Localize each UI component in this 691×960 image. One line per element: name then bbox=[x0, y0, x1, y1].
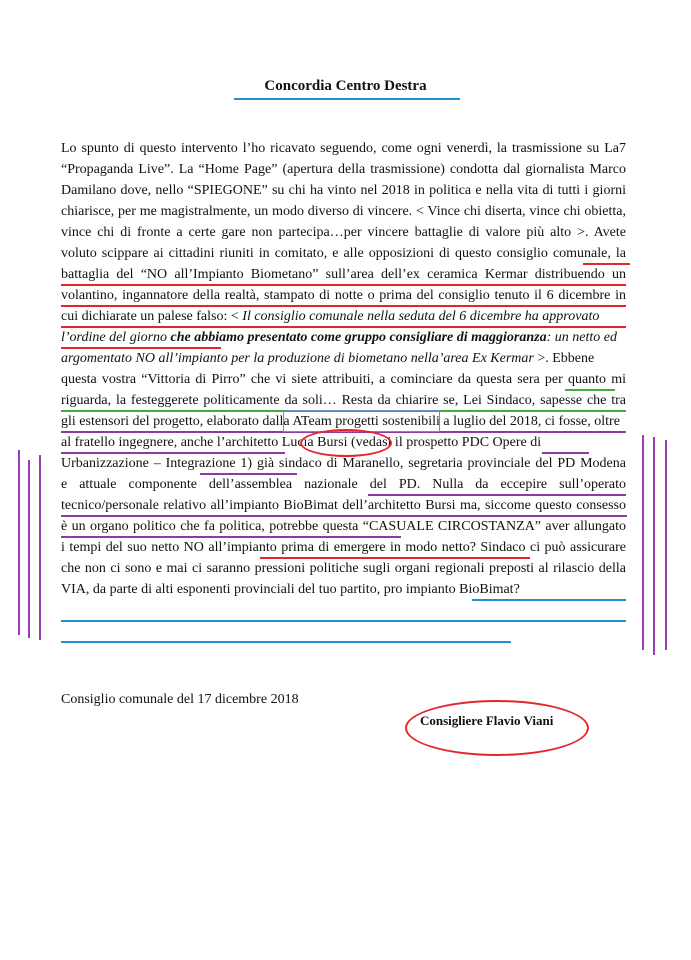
purple-underline bbox=[61, 536, 401, 538]
body-line: e attuale componente dell’assemblea nazionale del PD. Nulla da eccepire sull’operato bbox=[61, 477, 626, 492]
body-line: voluto scippare ai cittadini riuniti in comitato, e alle opposizioni di questo consiglio comunale, la bbox=[61, 246, 626, 261]
quoted-text: Il consiglio comunale nella seduta del 6 dicembre ha approvato bbox=[242, 309, 600, 324]
title-underline bbox=[234, 98, 460, 100]
body-line: i tempi del suo netto NO all’impianto prima di emergere in modo netto? Sindaco ci può assicurare bbox=[61, 540, 626, 555]
body-line bbox=[61, 350, 594, 368]
document-title: Concordia Centro Destra bbox=[264, 78, 427, 94]
body-line: è un organo politico che fa politica, potrebbe questa “CASUALE CIRCOSTANZA” aver allungato bbox=[61, 519, 626, 534]
body-line: volantino, ingannatore della realtà, stampato di notte o prima del consiglio tenuto il 6 dicembre in bbox=[61, 288, 626, 303]
purple-underline bbox=[542, 452, 589, 454]
body-line: Urbanizzazione – Integrazione 1) già sindaco di Maranello, segretaria provinciale del PD Modena bbox=[61, 456, 626, 471]
signature: Consigliere Flavio Viani bbox=[420, 713, 554, 728]
right-margin-bar bbox=[642, 435, 644, 650]
company-highlight-box bbox=[283, 410, 440, 432]
body-text: gli estensori del progetto, elaborato dalla bbox=[61, 414, 293, 429]
red-underline bbox=[61, 284, 626, 286]
body-text: >. Ebbene bbox=[533, 351, 595, 366]
body-line bbox=[61, 329, 617, 347]
body-text: (vedasi il prospetto PDC Opere di bbox=[347, 435, 542, 450]
body-text: al fratello ingegnere, anche l’architetto bbox=[61, 435, 282, 450]
body-line: chiarisce, per me magistralmente, un modo diverso di vincere. < Vince chi diserta, vince chi obietta, bbox=[61, 204, 626, 219]
body-text: cui dichiarate un palese falso: < bbox=[61, 309, 239, 324]
body-line: Lo spunto di questo intervento l’ho ricavato seguendo, come ogni venerdì, la trasmissione su La7 bbox=[61, 141, 626, 156]
right-margin-bar bbox=[665, 440, 667, 650]
quoted-text: l’ordine del giorno bbox=[61, 330, 168, 345]
red-underline bbox=[583, 263, 630, 265]
body-line: vince chi di fronte a certe gare non partecipa…per vincere battaglie di valore più alto >. Avete bbox=[61, 225, 626, 240]
body-line: Damilano dove, nello “SPIEGONE” su chi ha vinto nel 2018 in politica e nella vita di tutti i giorni bbox=[61, 183, 626, 198]
red-underline bbox=[61, 347, 221, 349]
red-underline bbox=[260, 557, 530, 559]
body-text: a luglio del 2018, ci fosse, oltre bbox=[439, 414, 620, 429]
company-name: ATeam progetti sostenibili bbox=[292, 414, 440, 429]
red-underline bbox=[61, 305, 626, 307]
green-underline bbox=[565, 389, 615, 391]
body-line: “Propaganda Live”. La “Home Page” (apertura della trasmissione) condotta dal giornalista Marco bbox=[61, 162, 626, 177]
quoted-bold-text: che abbiamo presentato come gruppo consigliare di maggioranza bbox=[170, 330, 547, 345]
meeting-date: Consiglio comunale del 17 dicembre 2018 bbox=[61, 692, 299, 707]
body-line: VIA, da parte di alti esponenti provinciali del tuo partito, pro impianto BioBimat? bbox=[61, 582, 520, 597]
left-margin-bar bbox=[28, 460, 30, 638]
body-line bbox=[61, 308, 599, 326]
body-line: che non ci sono e mai ci saranno pressioni politiche sugli organi regionali preposti al rilascio della bbox=[61, 561, 626, 576]
red-underline bbox=[61, 326, 626, 328]
body-line: riguarda, la festeggerete politicamente da soli… Resta da chiarire se, Lei Sindaco, sapesse che tra bbox=[61, 393, 626, 408]
blue-underline bbox=[61, 641, 511, 643]
purple-underline bbox=[200, 473, 297, 475]
blue-underline bbox=[472, 599, 626, 601]
body-line: tecnico/personale relativo all’impianto BioBimat dell’architetto Bursi ma, siccome questo consesso bbox=[61, 498, 626, 513]
body-line: battaglia del “NO all’Impianto Biometano” sull’area dell’ex ceramica Kermar distribuendo un bbox=[61, 267, 626, 282]
purple-underline bbox=[61, 452, 285, 454]
right-margin-bar bbox=[653, 437, 655, 655]
purple-underline bbox=[368, 494, 626, 496]
name-highlight-oval bbox=[300, 429, 392, 457]
purple-underline bbox=[61, 515, 627, 517]
blue-underline bbox=[61, 620, 626, 622]
body-line: questa vostra “Vittoria di Pirro” che vi siete attribuiti, a cominciare da questa sera per quanto mi bbox=[61, 372, 626, 387]
quoted-text: argomentato NO all’impianto per la produzione di biometano nella’area Ex Kermar bbox=[61, 351, 534, 366]
left-margin-bar bbox=[39, 455, 41, 640]
quoted-text: : un netto ed bbox=[546, 330, 617, 345]
left-margin-bar bbox=[18, 450, 20, 635]
architect-name: Lucia Bursi bbox=[281, 435, 348, 450]
